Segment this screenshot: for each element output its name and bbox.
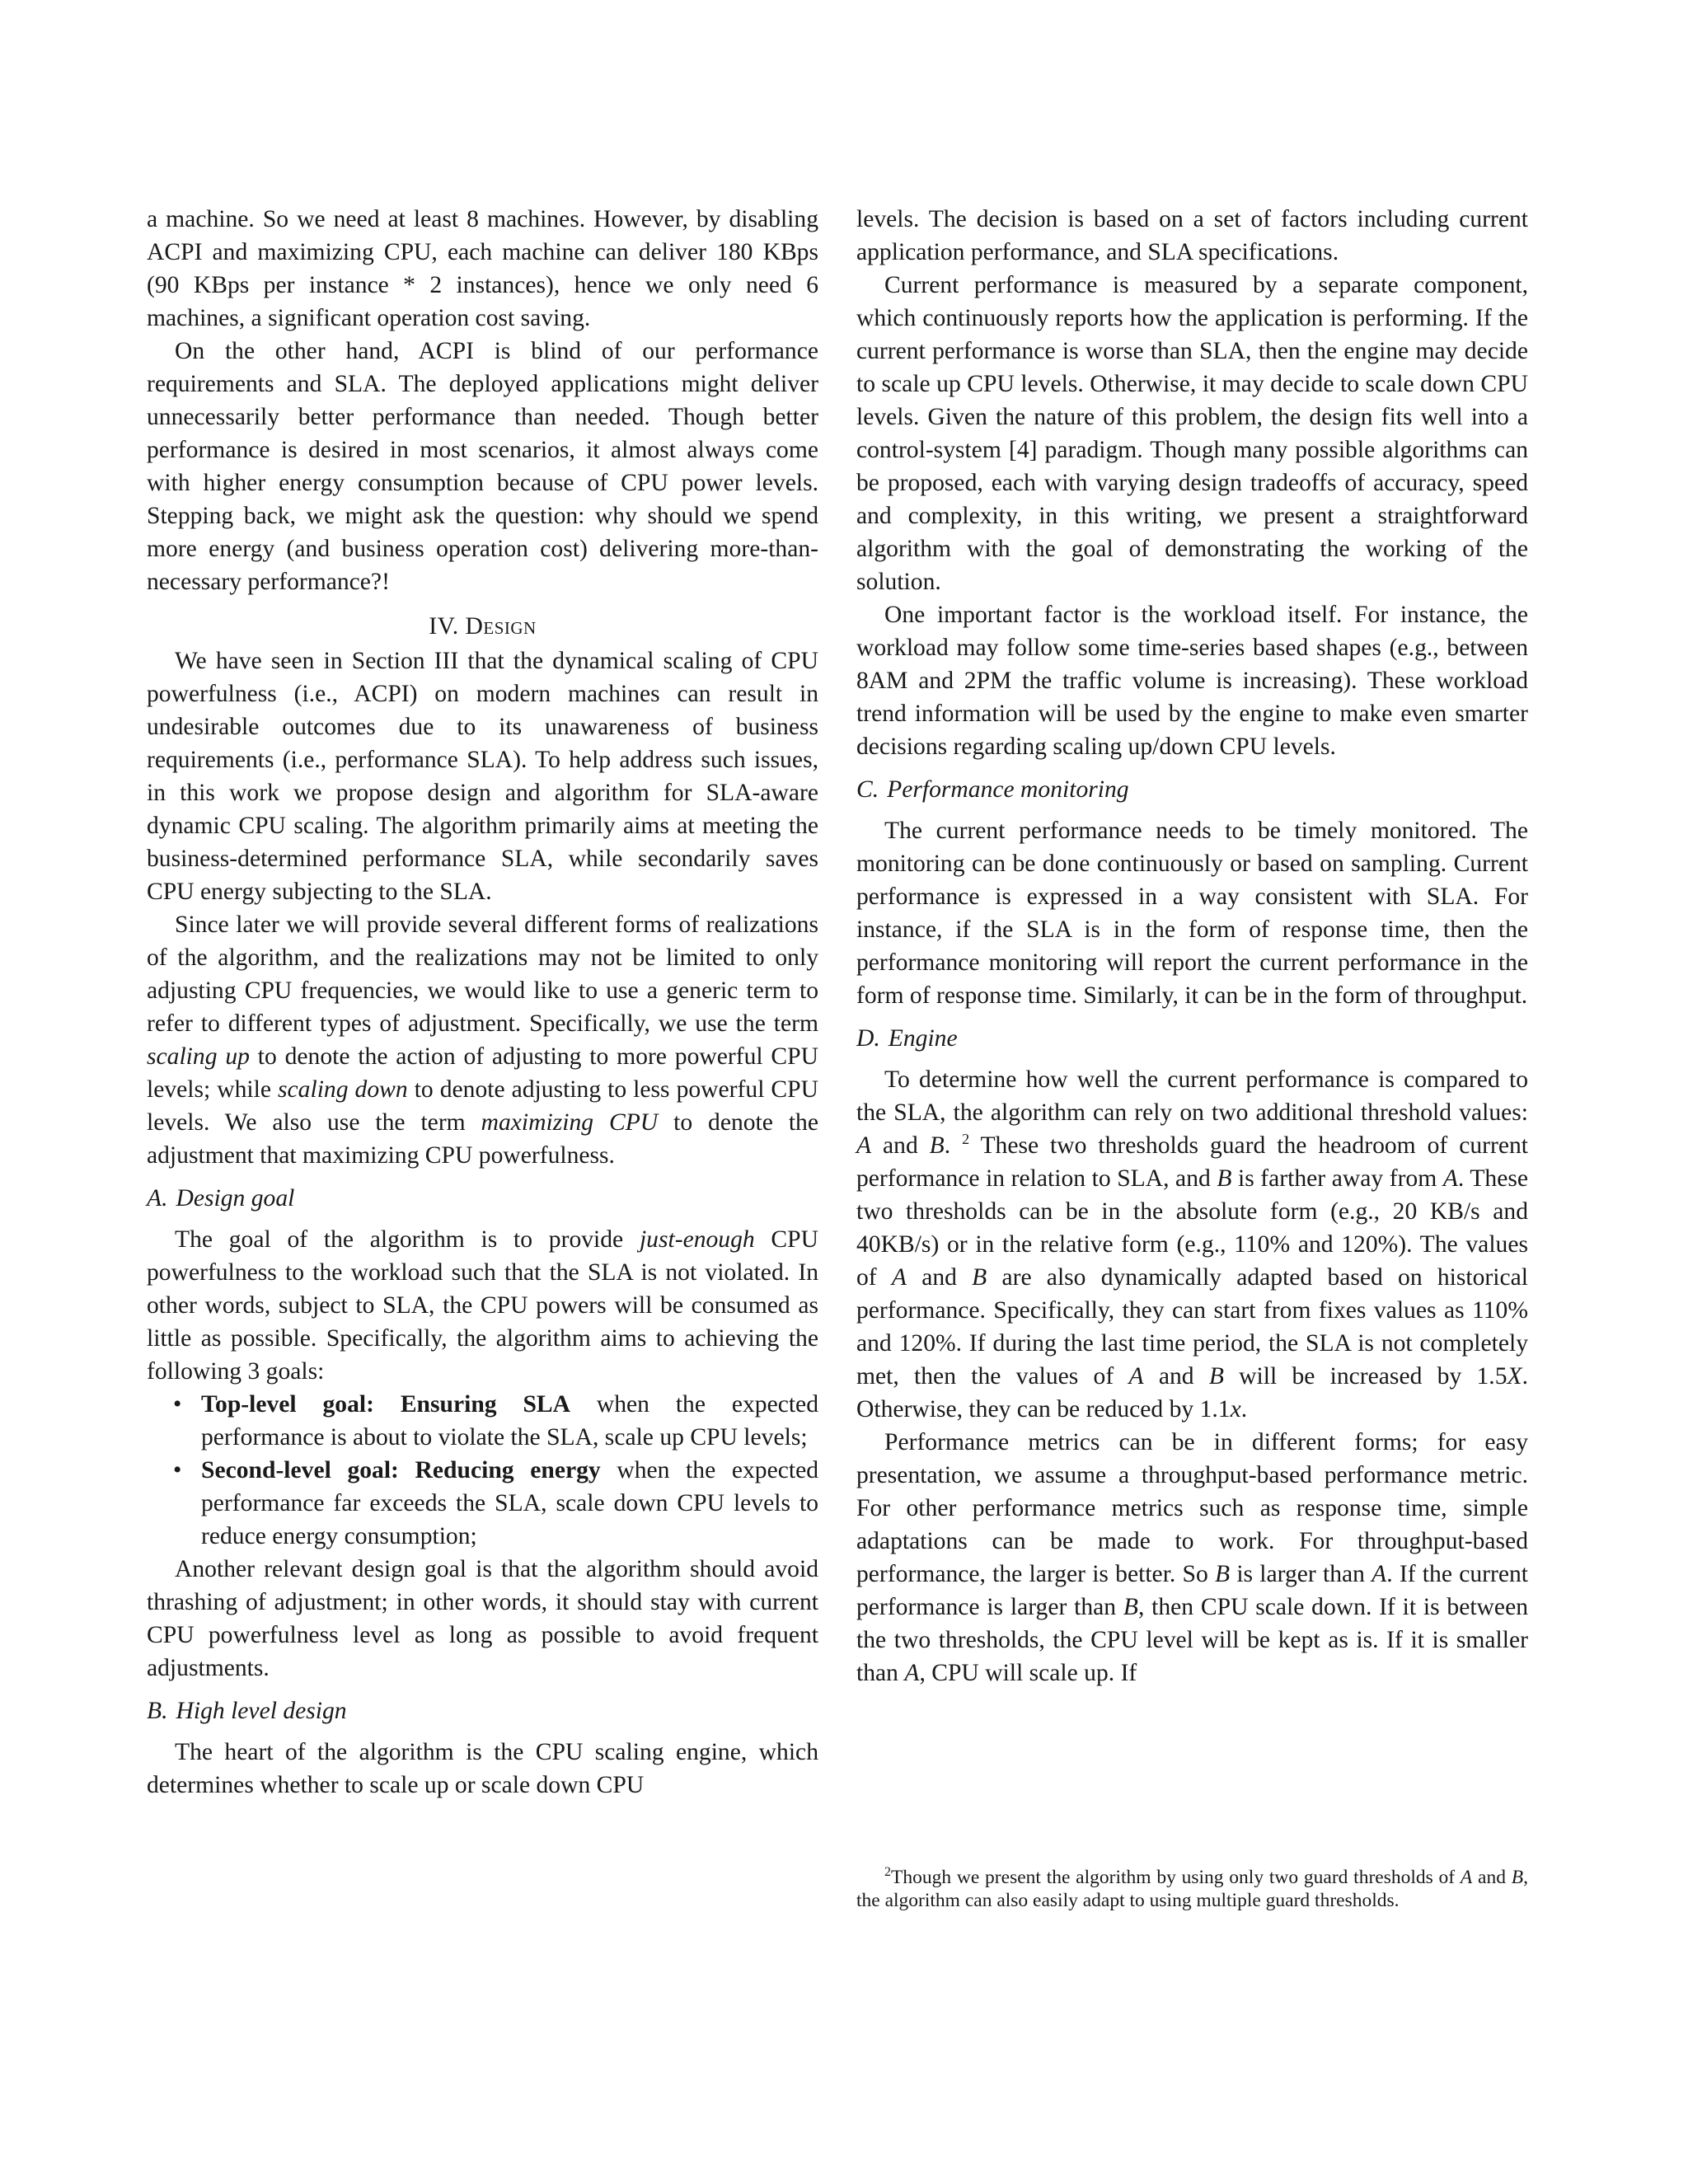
math-variable: B — [1123, 1594, 1138, 1620]
subsection-label: C. — [856, 776, 879, 803]
paragraph: One important factor is the workload itself. For instance, the workload may follow some time-series based shapes (e.g., between 8AM and 2PM the traffic volume is increasing). These workload trend information will be used by the engine to make even smarter decisions regarding scaling up/down CPU levels. — [856, 602, 1528, 760]
math-variable: B — [929, 1132, 945, 1159]
math-variable: B — [1217, 1165, 1232, 1192]
list-item: • Top-level goal: Ensuring SLA when the expected performance is about to violate the SLA, scale up CPU levels; — [201, 1388, 818, 1454]
subsection-label: B. — [147, 1698, 168, 1724]
footnote — [856, 1866, 1528, 1912]
paragraph: To determine how well the current performance is compared to the SLA, the algorithm can rely on two additional threshold values: A and B. $^2$ These two thresholds guard the headroom of current performance in relation to SLA, and B is farther away from A. These two thresholds can be in the absolute form (e.g., 20 KB/s and 40KB/s) or in the relative form (e.g., 110% and 120%). The values of A and B are also dynamically adapted based on historical performance. Specifically, they can start from fixes values as 110% and 120%. If during the last time period, the SLA is not completely met, then the values of A and B will be increased by 1.5X. Otherwise, they can be reduced by 1.1x. — [856, 1066, 1528, 1422]
subsection-title: High level design — [176, 1698, 347, 1724]
footnote-reference[interactable]: 2 — [962, 1131, 970, 1148]
term-emphasis: just-enough — [639, 1226, 755, 1253]
subsection-heading — [147, 1182, 818, 1215]
math-variable: X — [1507, 1363, 1522, 1390]
paragraph: We have seen in Section III that the dynamical scaling of CPU powerfulness (i.e., ACPI) on modern machines can result in undesirable outcomes due to its unawareness of business requirements (i.e., performance SLA). To help address such issues, in this work we propose design and algorithm for SLA-aware dynamic CPU scaling. The algorithm primarily aims at meeting the business-determined performance SLA, while secondarily saves CPU energy subjecting to the SLA. — [147, 648, 818, 905]
math-variable: B — [972, 1264, 987, 1291]
paragraph: The heart of the algorithm is the CPU scaling engine, which determines whether to scale up or scale down CPU — [147, 1739, 818, 1798]
subsection-title: Performance monitoring — [887, 776, 1129, 803]
goal-title: Second-level goal: Reducing energy — [201, 1457, 601, 1483]
left-column — [147, 203, 818, 1802]
math-variable: B — [1215, 1561, 1231, 1587]
math-variable: x — [1230, 1396, 1241, 1422]
paragraph: Performance metrics can be in different forms; for easy presentation, we assume a throughput-based performance metric. For other performance metrics such as response time, simple adaptations can be made to work. For throughput-based performance, the larger is better. So B is larger than A. If the current performance is larger than B, then CPU scale down. If it is between the two thresholds, the CPU level will be kept as is. If it is smaller than A, CPU will scale up. If — [856, 1429, 1529, 1686]
footnote-text: $^2$Though we present the algorithm by using only two guard thresholds of A and B, the algorithm can also easily adapt to using multiple guard thresholds. — [856, 1865, 1528, 1911]
math-variable: A — [1372, 1561, 1387, 1587]
math-variable: A — [904, 1660, 920, 1686]
subsection-label: D. — [856, 1025, 880, 1052]
subsection-heading — [856, 1022, 1528, 1055]
paragraph: The current performance needs to be timely monitored. The monitoring can be done continuously or based on sampling. Current performance is expressed in a way consistent with SLA. For instance, if the SLA is in the form of response time, then the performance monitoring will report the current performance in the form of response time. Similarly, it can be in the form of throughput. — [856, 818, 1528, 1009]
section-title: Design — [465, 613, 537, 640]
subsection-heading — [856, 773, 1528, 806]
goals-list — [147, 1388, 818, 1553]
math-variable: B — [1208, 1363, 1224, 1390]
math-variable: A — [1460, 1867, 1473, 1888]
list-item: • Second-level goal: Reducing energy when the expected performance far exceeds the SLA, scale down CPU levels to reduce energy consumption; — [201, 1454, 818, 1553]
goal-title: Top-level goal: Ensuring SLA — [201, 1391, 571, 1418]
paragraph: On the other hand, ACPI is blind of our performance requirements and SLA. The deployed applications might deliver unnecessarily better performance than needed. Though better performance is desired in most scenarios, it almost always come with higher energy consumption because of CPU power levels. Stepping back, we might ask the question: why should we spend more energy (and business operation cost) delivering more-than-necessary performance?! — [147, 338, 818, 595]
paragraph: Current performance is measured by a separate component, which continuously reports how the application is performing. If the current performance is worse than SLA, then the engine may decide to scale up CPU levels. Otherwise, it may decide to scale down CPU levels. Given the nature of this problem, the design fits well into a control-system [4] paradigm. Though many possible algorithms can be proposed, each with varying design tradeoffs of accuracy, speed and complexity, in this writing, we present a straightforward algorithm with the goal of demonstrating the working of the solution. — [856, 272, 1528, 595]
math-variable: A — [891, 1264, 907, 1291]
section-heading — [147, 610, 818, 643]
subsection-heading — [147, 1694, 818, 1727]
math-variable: A — [856, 1132, 872, 1159]
subsection-title: Design goal — [176, 1185, 295, 1212]
paragraph: The goal of the algorithm is to provide just-enough CPU powerfulness to the workload such that the SLA is not violated. In other words, subject to SLA, the CPU powers will be consumed as little as possible. Specifically, the algorithm aims to achieving the following 3 goals: — [147, 1226, 819, 1385]
section-number: IV. — [429, 613, 459, 640]
math-variable: A — [1442, 1165, 1458, 1192]
math-variable: B — [1511, 1867, 1524, 1888]
paragraph: a machine. So we need at least 8 machines. However, by disabling ACPI and maximizing CPU, each machine can deliver 180 KBps (90 KBps per instance * 2 instances), hence we only need 6 machines, a significant operation cost saving. — [147, 206, 818, 331]
paragraph: Another relevant design goal is that the algorithm should avoid thrashing of adjustment; in other words, it should stay with current CPU powerfulness level as long as possible to avoid frequent adjustments. — [147, 1556, 818, 1681]
paragraph: levels. The decision is based on a set of factors including current application performance, and SLA specifications. — [856, 206, 1528, 265]
subsection-title: Engine — [888, 1025, 958, 1052]
footnote-mark: 2 — [884, 1865, 891, 1880]
subsection-label: A. — [147, 1185, 168, 1212]
right-column — [856, 203, 1528, 1690]
math-variable: A — [1128, 1363, 1144, 1390]
term-emphasis: maximizing CPU — [481, 1109, 659, 1136]
term-emphasis: scaling up — [147, 1043, 250, 1070]
paragraph: Since later we will provide several different forms of realizations of the algorithm, and the realizations may not be limited to only adjusting CPU frequencies, we would like to use a generic term to refer to different types of adjustment. Specifically, we use the term scaling up to denote the action of adjusting to more powerful CPU levels; while scaling down to denote adjusting to less powerful CPU levels. We also use the term maximizing CPU to denote the adjustment that maximizing CPU powerfulness. — [147, 912, 818, 1169]
term-emphasis: scaling down — [278, 1076, 408, 1103]
